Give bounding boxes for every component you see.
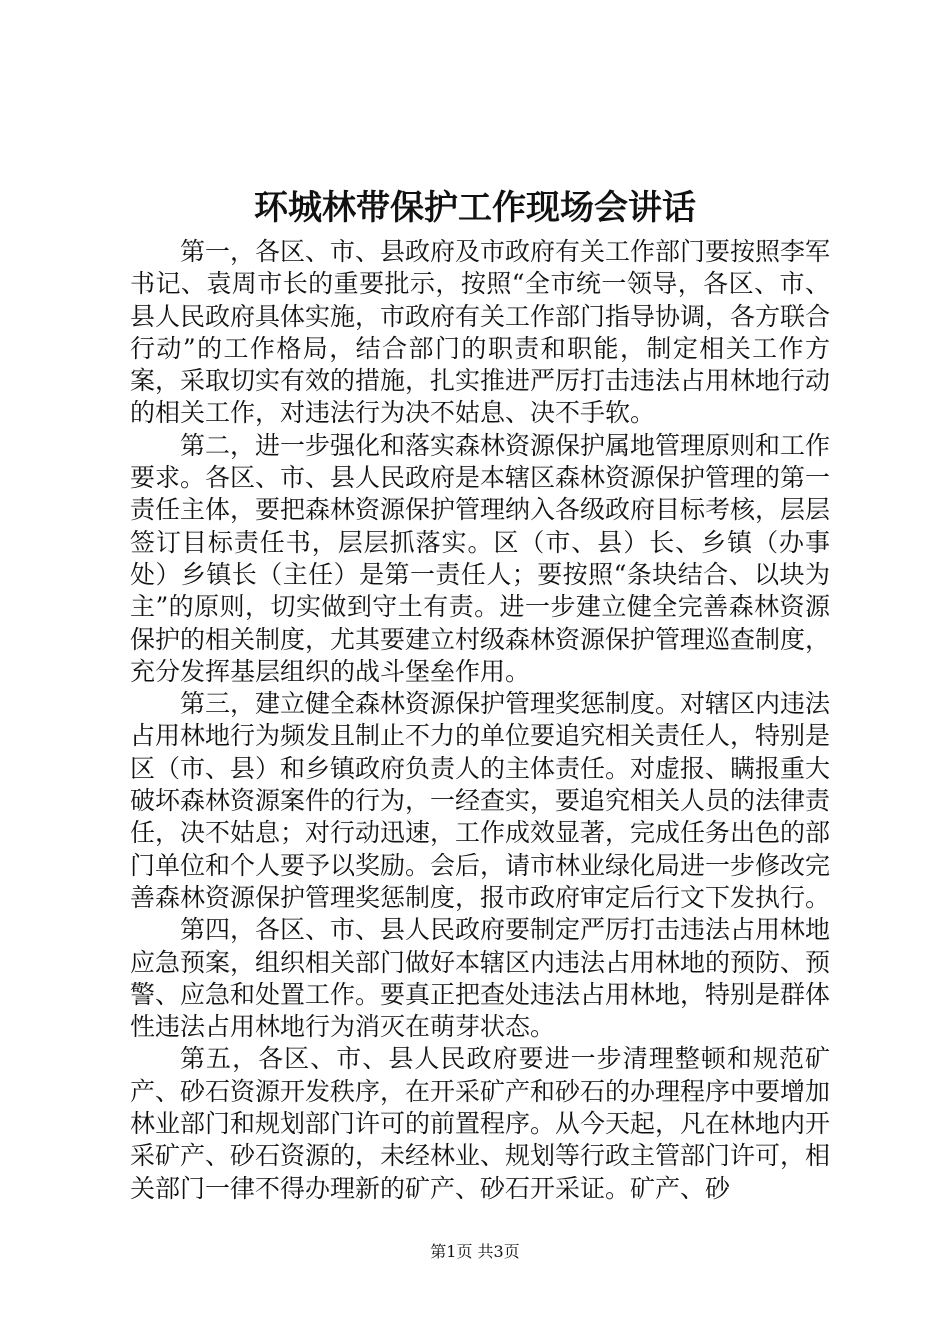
page-number-footer: 第1页 共3页 (430, 1242, 520, 1261)
paragraph-5: 第五，各区、市、县人民政府要进一步清理整顿和规范矿产、砂石资源开发秩序，在开采矿产和砂石的办理程序中要增加林业部门和规划部门许可的前置程序。从今天起，凡在林地内开采矿产、砂石资源的，未经林业、规划等行政主管部门许可，相关部门一律不得办理新的矿产、砂石开采证。矿产、砂 (130, 1044, 831, 1203)
document-body (130, 236, 830, 1205)
paragraph-1: 第一，各区、市、县政府及市政府有关工作部门要按照李军书记、袁周市长的重要批示，按照“全市统一领导，各区、市、县人民政府具体实施，市政府有关工作部门指导协调，各方联合行动”的工作格局，结合部门的职责和职能，制定相关工作方案，采取切实有效的措施，扎实推进严厉打击违法占用林地行动的相关工作，对违法行为决不姑息、决不手软。 (130, 237, 831, 428)
paragraph-3: 第三，建立健全森林资源保护管理奖惩制度。对辖区内违法占用林地行为频发且制止不力的单位要追究相关责任人，特别是区（市、县）和乡镇政府负责人的主体责任。对虚报、瞒报重大破坏森林资源案件的行为，一经查实，要追究相关人员的法律责任，决不姑息；对行动迅速，工作成效显著，完成任务出色的部门单位和个人要予以奖励。会后，请市林业绿化局进一步修改完善森林资源保护管理奖惩制度，报市政府审定后行文下发执行。 (130, 689, 831, 912)
document-title: 环城林带保护工作现场会讲话 (254, 188, 696, 228)
paragraph-4: 第四，各区、市、县人民政府要制定严厉打击违法占用林地应急预案，组织相关部门做好本辖区内违法占用林地的预防、预警、应急和处置工作。要真正把查处违法占用林地，特别是群体性违法占用林地行为消灭在萌芽状态。 (130, 915, 831, 1042)
paragraph-2: 第二，进一步强化和落实森林资源保护属地管理原则和工作要求。各区、市、县人民政府是本辖区森林资源保护管理的第一责任主体，要把森林资源保护管理纳入各级政府目标考核，层层签订目标责任书，层层抓落实。区（市、县）长、乡镇（办事处）乡镇长（主任）是第一责任人；要按照“条块结合、以块为主”的原则，切实做到守土有责。进一步建立健全完善森林资源保护的相关制度，尤其要建立村级森林资源保护管理巡查制度，充分发挥基层组织的战斗堡垒作用。 (130, 430, 831, 686)
